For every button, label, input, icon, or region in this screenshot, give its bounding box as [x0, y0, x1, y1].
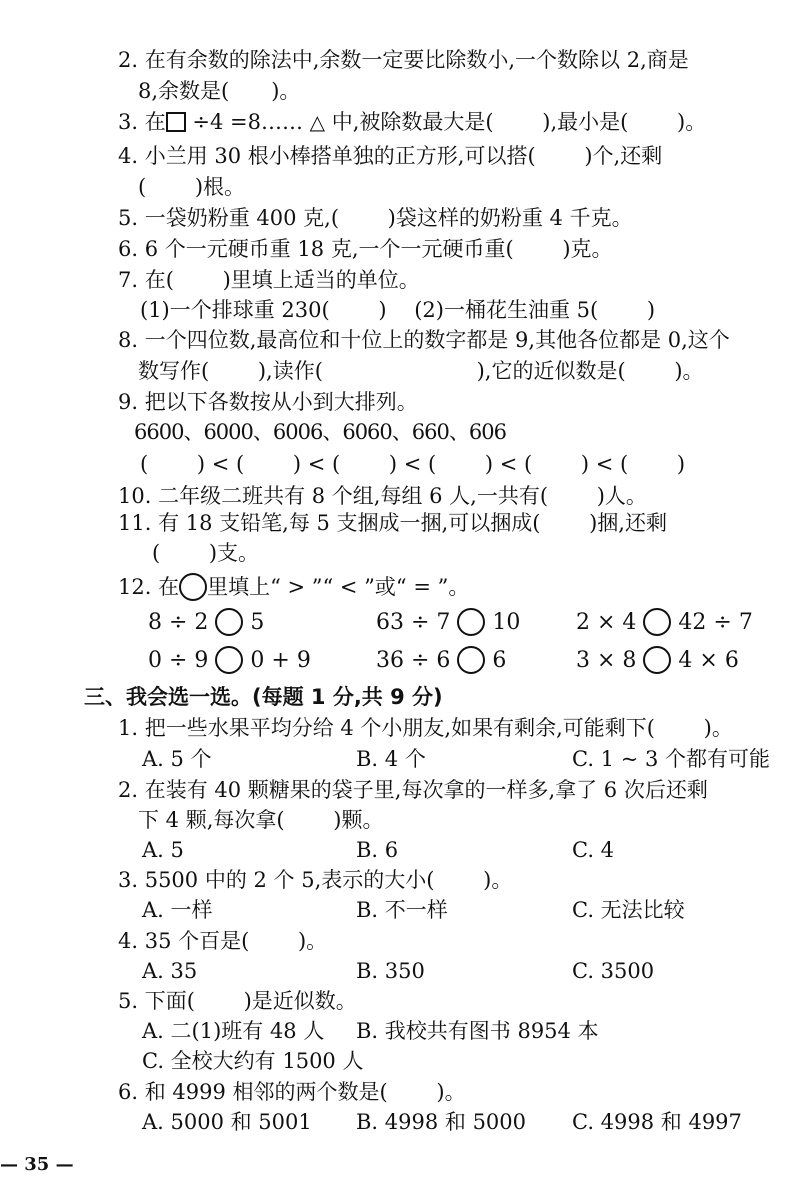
- choice-option[interactable]: C. 4998 和 4997: [572, 1110, 742, 1134]
- comparison-right: 42 ÷ 7: [671, 610, 753, 635]
- q3-line: [118, 107, 706, 137]
- choice-q1-stem: 1. 把一些水果平均分给 4 个小朋友,如果有剩余,可能剩下( )。: [118, 716, 733, 740]
- q12-prefix: 12. 在: [118, 575, 180, 599]
- choice-option[interactable]: A. 二(1)班有 48 人: [142, 1019, 325, 1043]
- choice-option[interactable]: B. 4998 和 5000: [356, 1110, 527, 1134]
- circle-icon: [179, 573, 207, 601]
- comparison-right: 5: [243, 610, 265, 635]
- comparison-left: 0 ÷ 9: [148, 648, 216, 673]
- comparison-item: [148, 608, 264, 638]
- choice-option[interactable]: C. 全校大约有 1500 人: [142, 1049, 364, 1073]
- section3-heading: 三、我会选一选。(每题 1 分,共 9 分): [84, 685, 443, 709]
- choice-option[interactable]: C. 3500: [572, 959, 655, 983]
- comparison-item: [576, 608, 753, 638]
- comparison-left: 2 × 4: [576, 610, 644, 635]
- choice-q5-stem: 5. 下面( )是近似数。: [118, 989, 357, 1013]
- choice-option[interactable]: A. 5000 和 5001: [142, 1110, 312, 1134]
- comparison-item: [148, 646, 311, 676]
- comparison-item: [376, 646, 506, 676]
- choice-option[interactable]: B. 4 个: [356, 747, 426, 771]
- choice-option[interactable]: A. 5: [142, 838, 184, 862]
- comparison-left: 36 ÷ 6: [376, 648, 458, 673]
- q7-line1: 7. 在( )里填上适当的单位。: [118, 268, 420, 292]
- comparison-left: 3 × 8: [576, 648, 644, 673]
- choice-option[interactable]: B. 不一样: [356, 898, 448, 922]
- choice-option[interactable]: A. 35: [142, 959, 198, 983]
- q3-prefix: 3. 在: [118, 110, 166, 134]
- choice-q2-stem: 2. 在装有 40 颗糖果的袋子里,每次拿的一样多,拿了 6 次后还剩: [118, 778, 708, 802]
- choice-q6-stem: 6. 和 4999 相邻的两个数是( )。: [118, 1080, 466, 1104]
- q12-suffix: 里填上“ > ”“ < ”或“ = ”。: [207, 575, 470, 599]
- answer-circle[interactable]: [643, 608, 671, 636]
- q2-line2: 8,余数是( )。: [138, 79, 301, 103]
- q4-line1: 4. 小兰用 30 根小棒搭单独的正方形,可以搭( )个,还剩: [118, 144, 663, 168]
- q2-line1: 2. 在有余数的除法中,余数一定要比除数小,一个数除以 2,商是: [118, 48, 689, 72]
- comparison-left: 63 ÷ 7: [376, 610, 458, 635]
- triangle-icon: △: [309, 110, 326, 134]
- answer-circle[interactable]: [215, 646, 243, 674]
- choice-option[interactable]: B. 我校共有图书 8954 本: [356, 1019, 599, 1043]
- choice-option[interactable]: C. 无法比较: [572, 898, 685, 922]
- q9-blanks: ( ) < ( ) < ( ) < ( ) < ( ) < ( ): [140, 452, 686, 476]
- choice-q2-stem2: 下 4 颗,每次拿( )颗。: [138, 808, 384, 832]
- choice-option[interactable]: A. 5 个: [142, 747, 212, 771]
- q3-suffix: 中,被除数最大是( ),最小是( )。: [325, 110, 707, 134]
- q8-line1: 8. 一个四位数,最高位和十位上的数字都是 9,其他各位都是 0,这个: [118, 328, 730, 352]
- choice-option[interactable]: B. 6: [356, 838, 399, 862]
- choice-option[interactable]: C. 1 ~ 3 个都有可能: [572, 747, 771, 771]
- choice-q3-stem: 3. 5500 中的 2 个 5,表示的大小( )。: [118, 868, 513, 892]
- comparison-item: [376, 608, 520, 638]
- answer-circle[interactable]: [643, 646, 671, 674]
- comparison-right: 6: [485, 648, 507, 673]
- answer-circle[interactable]: [215, 608, 243, 636]
- comparison-item: [576, 646, 739, 676]
- comparison-right: 4 × 6: [671, 648, 739, 673]
- choice-option[interactable]: A. 一样: [142, 898, 213, 922]
- q11-line1: 11. 有 18 支铅笔,每 5 支捆成一捆,可以捆成( )捆,还剩: [118, 511, 667, 535]
- q8-line2: 数写作( ),读作( ),它的近似数是( )。: [138, 359, 704, 383]
- q12-line: [118, 572, 469, 602]
- q7-line2: (1)一个排球重 230( ) (2)一桶花生油重 5( ): [140, 298, 656, 322]
- answer-circle[interactable]: [457, 608, 485, 636]
- comparison-right: 0 + 9: [243, 648, 311, 673]
- q4-line2: ( )根。: [138, 175, 246, 199]
- choice-q4-stem: 4. 35 个百是( )。: [118, 929, 328, 953]
- comparison-right: 10: [485, 610, 521, 635]
- q3-mid: ÷4 =8……: [185, 110, 310, 134]
- page-number: — 35 —: [0, 1154, 74, 1175]
- q10-line: 10. 二年级二班共有 8 个组,每组 6 人,一共有( )人。: [118, 484, 647, 508]
- choice-option[interactable]: C. 4: [572, 838, 615, 862]
- comparison-left: 8 ÷ 2: [148, 610, 216, 635]
- square-box-icon: [166, 112, 186, 132]
- answer-circle[interactable]: [457, 646, 485, 674]
- q11-line2: ( )支。: [152, 541, 260, 565]
- choice-option[interactable]: B. 350: [356, 959, 425, 983]
- q6-line: 6. 6 个一元硬币重 18 克,一个一元硬币重( )克。: [118, 237, 613, 261]
- q9-numbers: 6600、6000、6006、6060、660、606: [134, 420, 506, 444]
- q5-line: 5. 一袋奶粉重 400 克,( )袋这样的奶粉重 4 千克。: [118, 206, 633, 230]
- q9-line1: 9. 把以下各数按从小到大排列。: [118, 390, 418, 414]
